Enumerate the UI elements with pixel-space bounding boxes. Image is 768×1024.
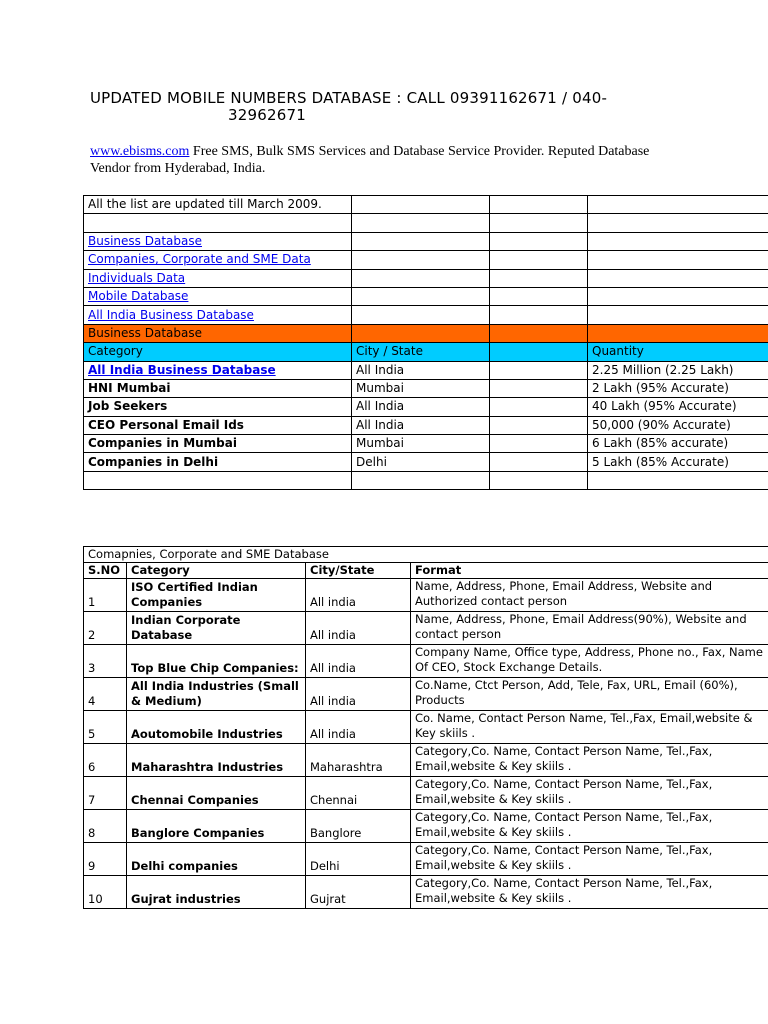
sno-cell: 8 — [84, 810, 127, 843]
category-cell: Chennai Companies — [127, 777, 306, 810]
table-cell — [588, 196, 768, 214]
table-cell — [490, 324, 588, 342]
format-cell: Category,Co. Name, Contact Person Name, Tel.,Fax, Email,website & Key skiils . — [411, 777, 768, 810]
sno-cell: 9 — [84, 843, 127, 876]
header-city: City/State — [306, 563, 411, 579]
table-row — [84, 645, 768, 678]
category-cell: Companies in Delhi — [84, 453, 352, 471]
format-cell: Category,Co. Name, Contact Person Name, Tel.,Fax, Email,website & Key skiils . — [411, 810, 768, 843]
city-cell: All india — [306, 612, 411, 645]
category-cell: Indian Corporate Database — [127, 612, 306, 645]
database-link[interactable]: Mobile Database — [84, 287, 352, 305]
table-row — [84, 251, 768, 269]
category-cell: Companies in Mumbai — [84, 435, 352, 453]
sno-cell: 2 — [84, 612, 127, 645]
table-row — [84, 843, 768, 876]
table-cell — [490, 269, 588, 287]
city-cell: All india — [306, 678, 411, 711]
table-row — [84, 196, 768, 214]
table-row — [84, 876, 768, 909]
table-row — [84, 416, 768, 434]
format-cell: Co.Name, Ctct Person, Add, Tele, Fax, URL, Email (60%), Products — [411, 678, 768, 711]
city-cell: All india — [306, 645, 411, 678]
quantity-cell: 50,000 (90% Accurate) — [588, 416, 768, 434]
category-cell: Maharashtra Industries — [127, 744, 306, 777]
sno-cell: 10 — [84, 876, 127, 909]
table-cell — [588, 324, 768, 342]
quantity-cell: 2 Lakh (95% Accurate) — [588, 379, 768, 397]
category-cell: Delhi companies — [127, 843, 306, 876]
table-cell — [352, 251, 490, 269]
table-cell — [588, 287, 768, 305]
table-caption: Comapnies, Corporate and SME Database — [84, 547, 768, 563]
table-cell — [84, 471, 352, 489]
table-cell — [490, 196, 588, 214]
table-cell — [588, 232, 768, 250]
section-title: Business Database — [84, 324, 352, 342]
table-cell — [490, 306, 588, 324]
website-link[interactable]: www.ebisms.com — [90, 144, 190, 159]
category-cell[interactable]: All India Business Database — [84, 361, 352, 379]
table-cell — [352, 324, 490, 342]
quantity-cell: 2.25 Million (2.25 Lakh) — [588, 361, 768, 379]
section-title-row — [84, 324, 768, 342]
table-cell — [352, 287, 490, 305]
database-link[interactable]: Companies, Corporate and SME Data — [84, 251, 352, 269]
caption-row — [84, 547, 768, 563]
category-cell: CEO Personal Email Ids — [84, 416, 352, 434]
header-sno: S.NO — [84, 563, 127, 579]
table-row — [84, 453, 768, 471]
sno-cell: 6 — [84, 744, 127, 777]
category-cell: ISO Certified Indian Companies — [127, 579, 306, 612]
table-cell — [490, 398, 588, 416]
table-cell — [84, 214, 352, 232]
format-cell: Category,Co. Name, Contact Person Name, Tel.,Fax, Email,website & Key skiils . — [411, 744, 768, 777]
table-row — [84, 232, 768, 250]
header-row — [84, 563, 768, 579]
format-cell: Company Name, Office type, Address, Phone no., Fax, Name Of CEO, Stock Exchange Details. — [411, 645, 768, 678]
category-cell: Top Blue Chip Companies: — [127, 645, 306, 678]
header-category: Category — [84, 343, 352, 361]
format-cell: Category,Co. Name, Contact Person Name, Tel.,Fax, Email,website & Key skiils . — [411, 876, 768, 909]
table-row — [84, 810, 768, 843]
title-line-1: UPDATED MOBILE NUMBERS DATABASE : CALL 09391162671 / 040- — [90, 89, 608, 107]
sno-cell: 7 — [84, 777, 127, 810]
city-cell: Chennai — [306, 777, 411, 810]
table-cell — [490, 232, 588, 250]
table-cell — [490, 379, 588, 397]
intro-text: Free SMS, Bulk SMS Services and Database Service Provider. Reputed Database Vendor from Hyderabad, India. — [90, 144, 650, 176]
table-cell — [588, 471, 768, 489]
header-city: City / State — [352, 343, 490, 361]
sno-cell: 5 — [84, 711, 127, 744]
table-cell — [352, 232, 490, 250]
database-link[interactable]: Business Database — [84, 232, 352, 250]
category-cell: Aoutomobile Industries — [127, 711, 306, 744]
table-cell — [352, 306, 490, 324]
table-row — [84, 777, 768, 810]
city-cell: Gujrat — [306, 876, 411, 909]
table-cell — [490, 453, 588, 471]
table-cell — [352, 196, 490, 214]
table-row — [84, 744, 768, 777]
table-row — [84, 471, 768, 489]
category-cell: HNI Mumbai — [84, 379, 352, 397]
sno-cell: 3 — [84, 645, 127, 678]
table-row — [84, 711, 768, 744]
header-category: Category — [127, 563, 306, 579]
table-row — [84, 398, 768, 416]
table-row — [84, 306, 768, 324]
city-cell: All india — [306, 579, 411, 612]
table-row — [84, 678, 768, 711]
intro-paragraph — [90, 143, 670, 177]
city-cell: All India — [352, 361, 490, 379]
table-cell — [490, 416, 588, 434]
table-row — [84, 269, 768, 287]
sno-cell: 4 — [84, 678, 127, 711]
business-database-table — [83, 195, 768, 490]
format-cell: Co. Name, Contact Person Name, Tel.,Fax, Email,website & Key skiils . — [411, 711, 768, 744]
table-row — [84, 379, 768, 397]
table-cell — [352, 269, 490, 287]
table-row — [84, 214, 768, 232]
table-cell — [588, 251, 768, 269]
table-cell — [352, 471, 490, 489]
category-cell: All India Industries (Small & Medium) — [127, 678, 306, 711]
database-link[interactable]: All India Business Database — [84, 306, 352, 324]
city-cell: All india — [306, 711, 411, 744]
table-cell — [490, 251, 588, 269]
sno-cell: 1 — [84, 579, 127, 612]
table-cell — [490, 214, 588, 232]
city-cell: Mumbai — [352, 379, 490, 397]
table-cell — [490, 287, 588, 305]
table-cell — [490, 471, 588, 489]
database-link[interactable]: Individuals Data — [84, 269, 352, 287]
format-cell: Name, Address, Phone, Email Address, Website and Authorized contact person — [411, 579, 768, 612]
table-row — [84, 579, 768, 612]
table-cell — [588, 306, 768, 324]
table-row — [84, 612, 768, 645]
quantity-cell: 5 Lakh (85% Accurate) — [588, 453, 768, 471]
table-cell — [490, 343, 588, 361]
quantity-cell: 6 Lakh (85% accurate) — [588, 435, 768, 453]
title-line-2: 32962671 — [228, 106, 306, 124]
city-cell: All India — [352, 416, 490, 434]
quantity-cell: 40 Lakh (95% Accurate) — [588, 398, 768, 416]
format-cell: Name, Address, Phone, Email Address(90%), Website and contact person — [411, 612, 768, 645]
header-row — [84, 343, 768, 361]
table-cell — [352, 214, 490, 232]
table-cell — [588, 214, 768, 232]
updated-note: All the list are updated till March 2009. — [84, 196, 352, 214]
category-cell: Banglore Companies — [127, 810, 306, 843]
city-cell: Maharashtra — [306, 744, 411, 777]
companies-database-table — [83, 546, 768, 909]
city-cell: Mumbai — [352, 435, 490, 453]
table-row — [84, 361, 768, 379]
table-row — [84, 287, 768, 305]
category-cell: Job Seekers — [84, 398, 352, 416]
table-cell — [490, 361, 588, 379]
format-cell: Category,Co. Name, Contact Person Name, Tel.,Fax, Email,website & Key skiils . — [411, 843, 768, 876]
city-cell: Delhi — [352, 453, 490, 471]
header-format: Format — [411, 563, 768, 579]
category-cell: Gujrat industries — [127, 876, 306, 909]
page-title — [90, 90, 690, 124]
table-cell — [588, 269, 768, 287]
header-quantity: Quantity — [588, 343, 768, 361]
city-cell: All India — [352, 398, 490, 416]
city-cell: Banglore — [306, 810, 411, 843]
table-row — [84, 435, 768, 453]
city-cell: Delhi — [306, 843, 411, 876]
table-cell — [490, 435, 588, 453]
